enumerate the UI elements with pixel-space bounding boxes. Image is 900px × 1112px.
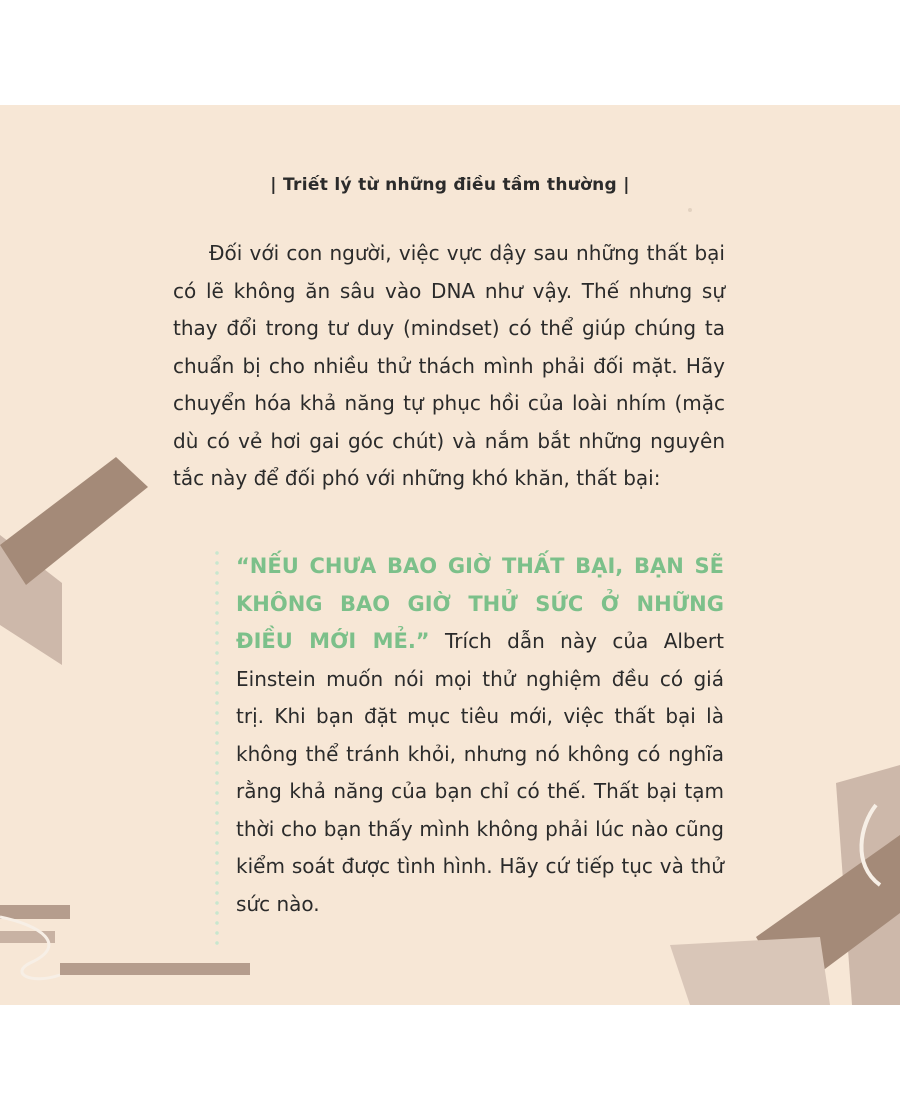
scribble-bottom-left <box>0 917 60 979</box>
book-page <box>0 105 900 1005</box>
page-header: | Triết lý từ những điều tầm thường | <box>270 175 630 195</box>
tape-strip-bottom-left-3 <box>60 963 250 975</box>
quote-body: Trích dẫn này của Albert Einstein muốn nói mọi thử nghiệm đều có giá trị. Khi bạn đặt mục tiêu mới, việc thất bại là không thể tránh khỏi, nhưng nó không có nghĩa rằng khả năng của bạn chỉ có thế. Thất bại tạm thời cho bạn thấy mình không phải lúc nào cũng kiểm soát được tình hình. Hãy cứ tiếp tục và thử sức nào. <box>236 629 724 916</box>
intro-text: Đối với con người, việc vực dậy sau những thất bại có lẽ không ăn sâu vào DNA như vậy. Thế nhưng sự thay đổi trong tư duy (mindset) có thể giúp chúng ta chuẩn bị cho nhiều thử thách mình phải đối mặt. Hãy chuyển hóa khả năng tự phục hồi của loài nhím (mặc dù có vẻ hơi gai góc chút) và nắm bắt những nguyên tắc này để đối phó với những khó khăn, thất bại: <box>173 241 725 490</box>
torn-paper-bottom-right <box>670 937 830 1005</box>
quote-paragraph <box>236 548 724 923</box>
speckle <box>688 208 692 212</box>
quote-highlight: “NẾU CHƯA BAO GIỜ THẤT BẠI, BẠN SẼ KHÔNG BAO GIỜ THỬ SỨC Ở NHỮNG ĐIỀU MỚI MẺ.” <box>236 554 724 653</box>
tape-strip-bottom-left-1 <box>0 905 70 919</box>
dotted-margin-line <box>214 548 220 948</box>
tape-strip-left <box>0 457 148 585</box>
intro-paragraph <box>173 235 725 498</box>
